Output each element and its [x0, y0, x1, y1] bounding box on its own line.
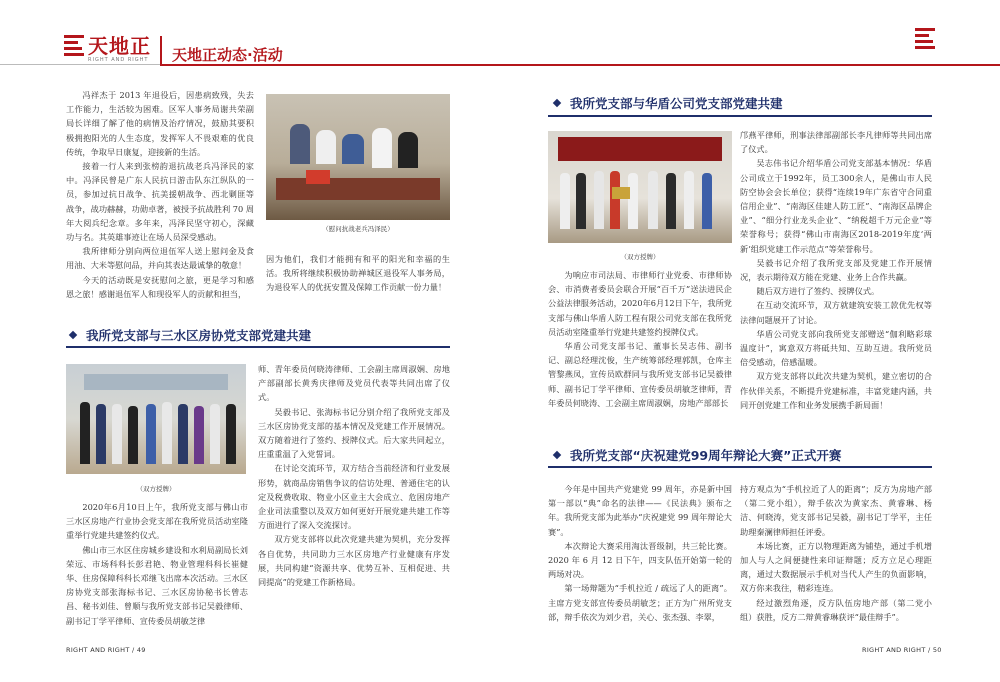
section-title-text: 我所党支部与三水区房协党支部党建共建	[86, 328, 312, 343]
diamond-icon	[553, 99, 561, 107]
paragraph: 本场比赛，正方以物理距离为铺垫，通过手机增加人与人之间便捷性来印证辩题；反方立足心理距离，通过大数据展示手机对当代人产生的负面影响，双方你来我往，精彩连连。	[740, 540, 932, 594]
paragraph: 持方观点为“手机拉近了人的距离”；反方为房地产部（第二党小组），辩手依次为黄家杰、黄睿琳、杨洁、何晓涛，党支部书记吴毅，副书记丁学平，主任助理秦澜律师担任评委。	[740, 484, 932, 537]
paragraph: 吴毅书记介绍了我所党支部及党建工作开展情况，表示期待双方能在党建、业务上合作共赢。	[740, 257, 932, 283]
logo-mark-icon	[915, 28, 935, 50]
header-rule-left	[0, 64, 160, 65]
section-underline	[66, 346, 450, 348]
paragraph: 我所律师分别向两位退伍军人送上慰问金及食用油、大米等慰问品，并向其表达最诚挚的敬意！	[66, 246, 254, 271]
page-footer-left: RIGHT AND RIGHT / 49	[66, 646, 146, 654]
paragraph: 双方党支部将以此次共建为契机，建立密切的合作伙伴关系，不断提升党建标准，丰富党建内涵，共同开创党建工作和业务发展携手新局面！	[740, 371, 932, 410]
section-title	[554, 94, 783, 112]
article-text-column	[66, 88, 254, 301]
paragraph: 随后双方进行了签约、授牌仪式。	[756, 286, 880, 297]
paragraph: 佛山市三水区住房城乡建设和水利局副局长刘荣远、市场科科长彭君艳、物业管理科科长崔健华、住房保障科科长邓继飞出席本次活动。三水区房协党支部张海标书记、三水区房协秘书长曾志昌、秘书刘佳、曾顺与我所党支部书记吴毅律师、副书记丁学平律师、宣传委员胡敏芝律	[66, 544, 248, 626]
logo-icon	[64, 35, 84, 57]
article-text-column	[266, 252, 450, 295]
header-divider	[160, 36, 162, 66]
photo-plaque-ceremony	[548, 131, 732, 243]
paragraph: 华盾公司党支部向我所党支部赠送“伽利略彩球温度计”，寓意双方将砥共知、互助互进。我所党员倍受感动，倍感温暖。	[740, 328, 932, 368]
paragraph: 今天的活动既是安抚慰问之旅，更是学习和感恩之旅！感谢退伍军人和现役军人的贡献和担当，	[66, 274, 254, 299]
article-text-column	[258, 362, 450, 589]
logo-subtitle: RIGHT AND RIGHT	[88, 57, 149, 63]
photo-caption: （双方授牌）	[620, 253, 660, 261]
paragraph: 在讨论交流环节，双方结合当前经济和行业发展形势，就商品房销售争议的信访处理、普通住宅的认定及税费收取、物业小区业主大会成立、危困房地产企业司法重整以及双方如何更好开展党建共建工作等方面进行了深入交流探讨。	[258, 463, 450, 531]
paragraph: 本次辩论大赛采用淘汰晋级制，共三轮比赛。2020 年 6 月 12 日下午，四支队伍开始第一轮的两场对决。	[548, 540, 732, 580]
article-text-column	[740, 482, 932, 624]
section-title	[70, 326, 311, 344]
diamond-icon	[553, 451, 561, 459]
paragraph: 华盾公司党支部书记、董事长吴志伟、副书记、副总经理沈俊，生产统筹部经理郭凯，仓库主管黎燕凤，宣传员欧群同与我所党支部书记吴毅律师、副书记丁学平律师、宣传委员胡敏芝律师，青年委员何晓涛、工会副主席周淑娴，房地产部部长	[548, 341, 732, 408]
header-rule	[160, 64, 1000, 66]
paragraph: 邝燕平律师，刑事法律部副部长李凡律师等共同出席了仪式。	[740, 130, 932, 155]
section-title-text: 我所党支部“庆祝建党99周年辩论大赛”正式开赛	[570, 448, 842, 463]
paragraph: 接着一行人来到张榜韵退抗战老兵冯泽民的家中。冯泽民曾是广东人民抗日游击队东江纵队的一员，参加过抗日战争、抗美援朝战争、西北剿匪等战争，战功赫赫，功勋卓著，被授予抗战胜利 70 周年大阅兵纪念章。多年来，冯泽民坚守初心，深藏功与名。其英雄事迹让在场人员深受感动。	[66, 161, 254, 243]
photo-caption: （双方授牌）	[136, 485, 176, 493]
paragraph: 在互动交流环节，双方就建筑安装工款优先权等法律问题展开了讨论。	[740, 300, 932, 325]
paragraph: 吴毅书记、张海标书记分别介绍了我所党支部及三水区房协党支部的基本情况及党建工作开展情况。双方随着进行了签约、授牌仪式。后大家共同起立，庄重重温了入党誓词。	[258, 406, 450, 460]
photo-caption: （慰问抗战老兵冯泽民）	[322, 225, 394, 233]
section-title-text: 我所党支部与华盾公司党支部党建共建	[570, 96, 783, 111]
article-text-column	[548, 268, 732, 410]
paragraph: 吴志伟书记介绍华盾公司党支部基本情况：华盾公司成立于1992年，员工300余人，是佛山市人民防空协会会长单位；获得“连续19年广东省守合同重信用企业”、“南海区佳建人防工匠”、“南海区品牌企业”、“细分行业龙头企业”、“纳税超千万元企业”等荣誉称号；获得“佛山市南海区2018-2019年度‘两新’组织党建工作示范点”等荣誉称号。	[740, 158, 932, 254]
article-text-column	[66, 500, 248, 628]
paragraph: 为响应市司法局、市律师行业党委、市律师协会、市消费者委员会联合开展“百千万”送法进民企公益法律服务活动，2020年6月12日下午，我所党支部与佛山华盾人防工程有限公司党支部在我所党员活动室隆重举行党建共建签约授牌仪式。	[548, 270, 732, 337]
article-text-column	[740, 128, 932, 412]
paragraph: 师、青年委员何晓涛律师、工会副主席周淑娴、房地产部副部长黄秀庆律师及党员代表等共同出席了仪式。	[258, 364, 450, 403]
article-text-column	[548, 482, 732, 624]
section-underline	[548, 466, 932, 468]
logo	[64, 35, 151, 57]
paragraph: 第一场辩题为“手机拉近 / 疏远了人的距离”。主席方党支部宣传委员胡敏芝；正方为广州所党支部，辩手依次为刘少君，关心、张杰强、李翠，	[548, 583, 732, 622]
section-underline	[548, 115, 932, 117]
paragraph: 因为他们，我们才能拥有和平的阳光和幸福的生活。我所将继续积极协助禅城区退役军人事务局，为退役军人的优抚安置及保障工作贡献一份力量！	[266, 254, 450, 293]
logo-text: 天地正	[88, 34, 151, 58]
paragraph: 经过激烈角逐，反方队伍房地产部（第二党小组）获胜，反方二辩黄睿琳获评“最佳辩手”。	[740, 597, 932, 622]
paragraph: 冯祥杰于 2013 年退役后，因患病致残，失去工作能力，生活较为困难。区军人事务局谢共荣副局长详细了解了他的病情及治疗情况，鼓励其要积极拥抱阳光的人生态度，发挥军人不畏艰难的优良传统，争取早日康复，迎接新的生活。	[66, 90, 254, 157]
paragraph: 今年是中国共产党建党 99 周年，亦是新中国第一部以“典”命名的法律——《民法典》颁布之年。我所党支部为此举办“庆祝建党 99 周年辩论大赛”。	[548, 484, 732, 537]
page-header	[0, 0, 1000, 66]
section-title	[554, 446, 841, 464]
paragraph: 2020年6月10日上午，我所党支部与佛山市三水区房地产行业协会党支部在我所党员活动室隆重举行党建共建签约仪式。	[66, 502, 248, 541]
paragraph: 双方党支部将以此次党建共建为契机，充分发挥各自优势，共同助力三水区房地产行业健康有序发展，共同构建“资源共享、优势互补、互相促进、共同提高”的党建工作新格局。	[258, 534, 450, 588]
page-footer-right: RIGHT AND RIGHT / 50	[862, 646, 942, 654]
photo-veteran-visit	[266, 94, 450, 220]
section-header-title: 天地正动态·活动	[172, 46, 283, 64]
diamond-icon	[69, 331, 77, 339]
photo-signing-ceremony	[66, 364, 246, 474]
